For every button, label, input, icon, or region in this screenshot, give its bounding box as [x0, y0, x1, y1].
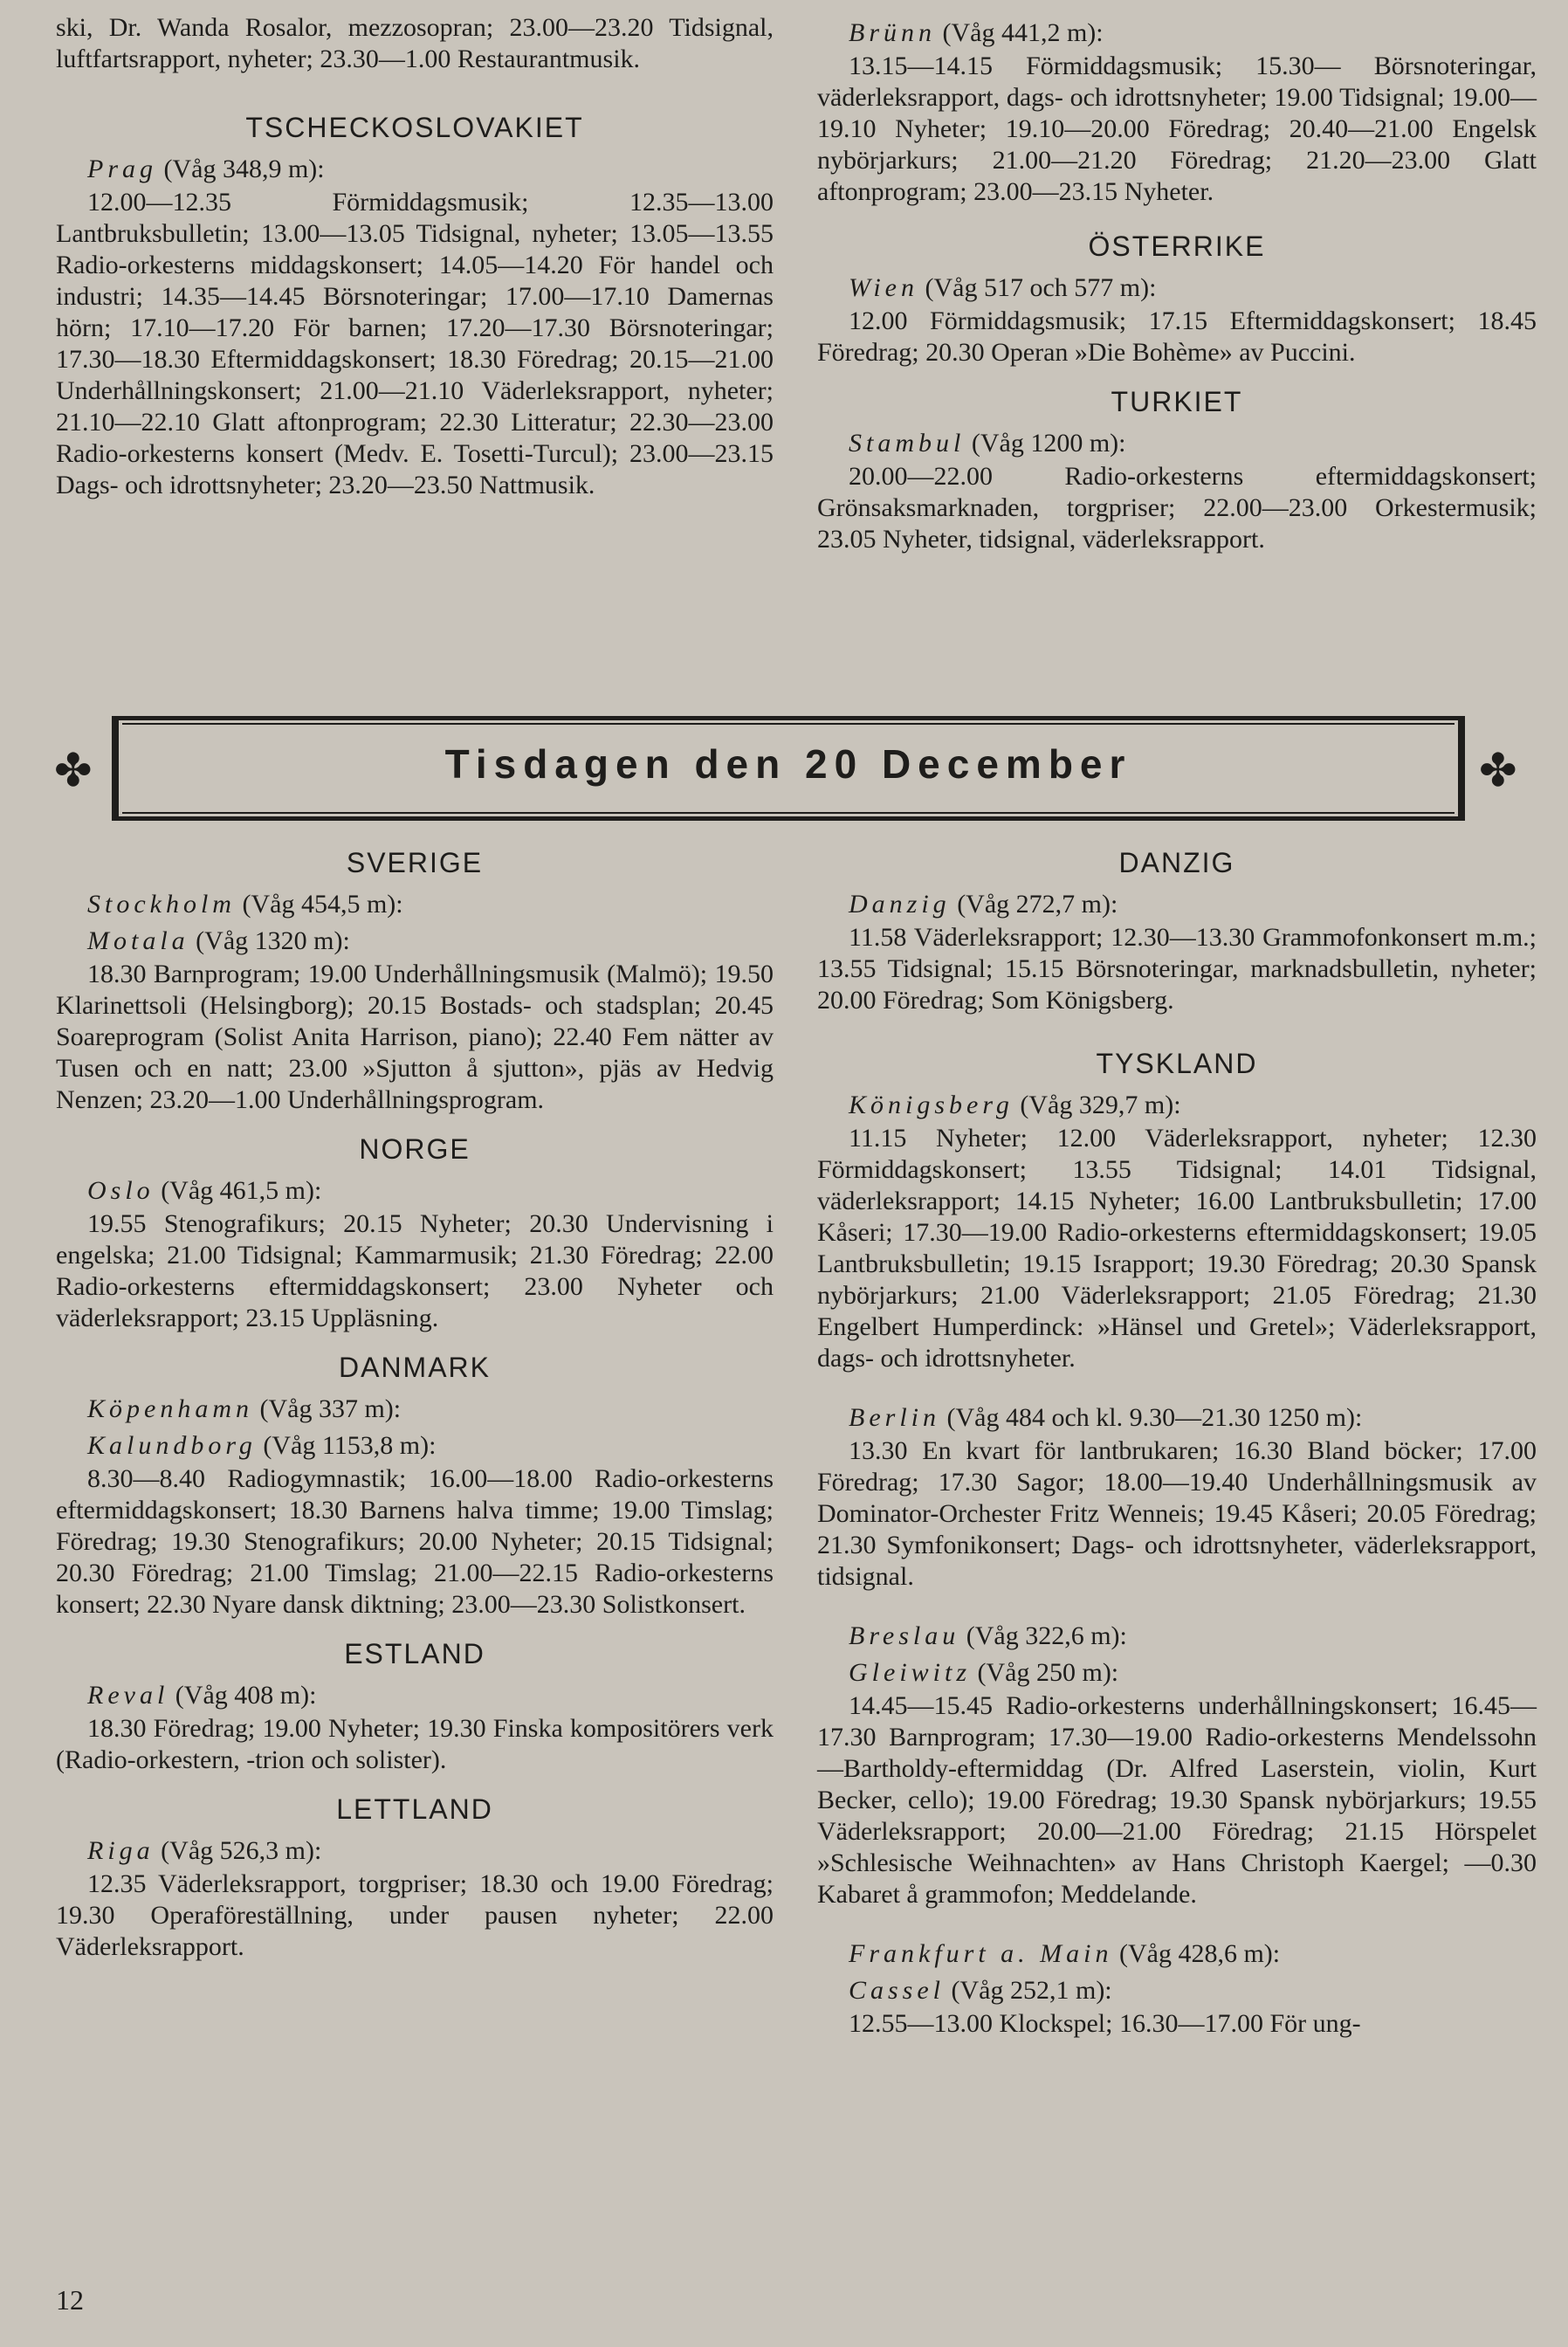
spacer [817, 1374, 1537, 1397]
country-heading: ÖSTERRIKE [1088, 231, 1266, 262]
station-frequency: (Våg 517 och 577 m): [925, 273, 1157, 302]
station-line [849, 1621, 1537, 1652]
station-frequency: (Våg 322,6 m): [966, 1621, 1127, 1650]
program-text: 12.55—13.00 Klockspel; 16.30—17.00 För ung- [849, 2009, 1361, 2038]
station-frequency: (Våg 337 m): [259, 1394, 402, 1423]
station-line [849, 1402, 1537, 1434]
station-name: Wien [849, 273, 918, 302]
ornament-right-icon: ✤ [1479, 747, 1517, 796]
station-frequency: (Våg 454,5 m): [242, 890, 403, 919]
program-text: 18.30 Föredrag; 19.00 Nyheter; 19.30 Finska kompositörers verk (Radio-orkestern, -trion och solister). [56, 1714, 774, 1774]
station-name: Berlin [849, 1403, 940, 1432]
station-name: Motala [87, 926, 189, 955]
banner-title: Tisdagen den 20 December [444, 741, 1132, 787]
station-line [849, 17, 1537, 49]
station-frequency: (Våg 441,2 m): [942, 18, 1104, 47]
station-name: Cassel [849, 1976, 946, 2005]
program-text: 13.30 En kvart för lantbrukaren; 16.30 Bland böcker; 17.00 Föredrag; 17.30 Sagor; 18.00—19.40 Underhållningsmusik av Dominator-Orchester Fritz Wenneis; 19.45 Kåseri; 20.05 Föredrag; 21.30 Symfonikonsert; Dags- och idrottsnyheter, väderleksrapport, tidsignal. [817, 1436, 1537, 1591]
paragraph: ski, Dr. Wanda Rosalor, mezzosopran; 23.00—23.20 Tidsignal, luftfartsrapport, nyheter; 23.30—1.00 Restaurantmusik. [56, 13, 774, 73]
station-line [87, 1430, 774, 1462]
station-frequency: (Våg 526,3 m): [161, 1836, 322, 1865]
station-name: Brünn [849, 18, 936, 47]
station-name: Königsberg [849, 1091, 1014, 1119]
country-heading: LETTLAND [336, 1793, 493, 1825]
program-text: 14.45—15.45 Radio-orkesterns underhållningskonsert; 16.45—17.30 Barnprogram; 17.30—19.00 Radio-orkesterns Mendelssohn—Bartholdy-eftermiddag (Dr. Alfred Laserstein, violin, Kurt Becker, cello); 19.00 Föredrag; 19.30 Spansk nybörjarkurs; 19.55 Väderleksrapport; 20.00—21.00 Föredrag; 21.15 Hörspelet »Schlesische Weihnachten» av Hans Christoph Kaergel; —0.30 Kabaret å grammofon; Meddelande. [817, 1691, 1537, 1909]
station-name: Frankfurt a. Main [849, 1939, 1113, 1968]
program-text: 12.00 Förmiddagsmusik; 17.15 Eftermiddagskonsert; 18.45 Föredrag; 20.30 Operan »Die Bohème» av Puccini. [817, 306, 1537, 367]
column-bottom-right [817, 845, 1537, 2040]
station-line [849, 428, 1537, 459]
station-line [849, 1657, 1537, 1689]
spacer [817, 1593, 1537, 1615]
country-heading: TSCHECKOSLOVAKIET [245, 112, 584, 143]
station-line [87, 926, 774, 957]
station-frequency: (Våg 484 och kl. 9.30—21.30 1250 m): [946, 1403, 1363, 1432]
station-frequency: (Våg 1200 m): [971, 429, 1126, 458]
program-text: 11.15 Nyheter; 12.00 Väderleksrapport, nyheter; 12.30 Förmiddagskonsert; 13.55 Tidsignal; 14.01 Tidsignal, väderleksrapport; 14.15 Nyheter; 16.00 Lantbruksbulletin; 17.00 Kåseri; 17.30—19.00 Radio-orkesterns eftermiddagskonsert; 19.05 Lantbruksbulletin; 19.15 Israpport; 19.30 Föredrag; 20.30 Spansk nybörjarkurs; 21.00 Väderleksrapport; 21.05 Föredrag; 21.30 Engelbert Humperdinck: »Hänsel und Gretel»; Väderleksrapport, dags- och idrottsnyheter. [817, 1124, 1537, 1373]
station-frequency: (Våg 461,5 m): [161, 1176, 322, 1205]
spacer [817, 1910, 1537, 1933]
station-line [849, 889, 1537, 920]
station-name: Stambul [849, 429, 966, 458]
station-frequency: (Våg 1320 m): [196, 926, 350, 955]
station-name: Danzig [849, 890, 951, 919]
station-line [849, 272, 1537, 304]
program-text: 12.35 Väderleksrapport, torgpriser; 18.30 och 19.00 Föredrag; 19.30 Operaföreställning, under pausen nyheter; 22.00 Väderleksrapport. [56, 1869, 774, 1961]
country-heading: DANZIG [1118, 847, 1235, 878]
column-bottom-left [56, 845, 774, 1963]
station-frequency: (Våg 408 m): [175, 1681, 317, 1710]
date-banner [112, 716, 1465, 821]
country-heading: SVERIGE [346, 847, 484, 878]
program-text: 8.30—8.40 Radiogymnastik; 16.00—18.00 Radio-orkesterns eftermiddagskonsert; 18.30 Barnens halva timme; 19.00 Timslag; Föredrag; 19.30 Stenografikurs; 20.00 Nyheter; 20.15 Tidsignal; 20.30 Föredrag; 21.00 Timslag; 21.00—22.15 Radio-orkesterns konsert; 22.30 Nyare dansk diktning; 23.00—23.30 Solistkonsert. [56, 1464, 774, 1619]
program-text: 20.00—22.00 Radio-orkesterns eftermiddagskonsert; Grönsaksmarknaden, torgpriser; 22.00—23.00 Orkestermusik; 23.05 Nyheter, tidsignal, väderleksrapport. [817, 462, 1537, 554]
station-name: Reval [87, 1681, 169, 1710]
station-line [87, 1394, 774, 1425]
program-text: 13.15—14.15 Förmiddagsmusik; 15.30— Börsnoteringar, väderleksrapport, dags- och idrottsnyheter; 19.00 Tidsignal; 19.00—19.10 Nyheter; 19.10—20.00 Föredrag; 20.40—21.00 Engelsk nybörjarkurs; 21.00—21.20 Föredrag; 21.20—23.00 Glatt aftonprogram; 23.00—23.15 Nyheter. [817, 52, 1537, 206]
station-name: Riga [87, 1836, 155, 1865]
station-line [849, 1938, 1537, 1970]
program-text: 12.00—12.35 Förmiddagsmusik; 12.35—13.00 Lantbruksbulletin; 13.00—13.05 Tidsignal, nyheter; 13.05—13.55 Radio-orkesterns middagskonsert; 14.05—14.20 För handel och industri; 14.35—14.45 Börsnoteringar; 17.00—17.10 Damernas hörn; 17.10—17.20 För barnen; 17.20—17.30 Börsnoteringar; 17.30—18.30 Eftermiddagskonsert; 18.30 Föredrag; 20.15—21.00 Underhållningskonsert; 21.00—21.10 Väderleksrapport, nyheter; 21.10—22.10 Glatt aftonprogram; 22.30 Litteratur; 22.30—23.00 Radio-orkesterns konsert (Medv. E. Tosetti-Turcul); 23.00—23.15 Dags- och idrottsnyheter; 23.20—23.50 Nattmusik. [56, 188, 774, 499]
program-text: 18.30 Barnprogram; 19.00 Underhållningsmusik (Malmö); 19.50 Klarinettsoli (Helsingborg); 20.15 Bostads- och stadsplan; 20.45 Soareprogram (Solist Anita Harrison, piano); 22.40 Fem nätter av Tusen och en natt; 23.00 »Sjutton å sjutton», pjäs av Hedvig Nenzen; 23.20—1.00 Underhållningsprogram. [56, 960, 774, 1114]
station-name: Breslau [849, 1621, 960, 1650]
station-name: Gleiwitz [849, 1658, 972, 1687]
station-line [87, 1680, 774, 1711]
station-line [87, 1175, 774, 1207]
country-heading: TYSKLAND [1096, 1048, 1258, 1079]
program-text: 11.58 Väderleksrapport; 12.30—13.30 Grammofonkonsert m.m.; 13.55 Tidsignal; 15.15 Börsnoteringar, marknadsbulletin, nyheter; 20.00 Föredrag; Som Königsberg. [817, 923, 1537, 1015]
page-number: 12 [56, 2284, 84, 2316]
country-heading: TURKIET [1111, 386, 1243, 417]
ornament-left-icon: ✤ [54, 747, 93, 796]
station-name: Köpenhamn [87, 1394, 253, 1423]
column-top-left [56, 12, 774, 501]
column-top-right [817, 12, 1537, 555]
station-line [849, 1090, 1537, 1121]
station-frequency: (Våg 428,6 m): [1119, 1939, 1281, 1968]
station-line [87, 154, 774, 185]
country-heading: ESTLAND [344, 1638, 485, 1669]
station-frequency: (Våg 250 m): [977, 1658, 1119, 1687]
station-line [87, 889, 774, 920]
station-frequency: (Våg 1153,8 m): [263, 1431, 437, 1460]
country-heading: NORGE [359, 1133, 471, 1165]
station-frequency: (Våg 348,9 m): [163, 155, 325, 183]
program-text: 19.55 Stenografikurs; 20.15 Nyheter; 20.30 Undervisning i engelska; 21.00 Tidsignal; Kammarmusik; 21.30 Föredrag; 22.00 Radio-orkesterns eftermiddagskonsert; 23.00 Nyheter och väderleksrapport; 23.15 Uppläsning. [56, 1209, 774, 1332]
country-heading: DANMARK [338, 1352, 491, 1383]
station-frequency: (Våg 272,7 m): [957, 890, 1118, 919]
station-line [849, 1975, 1537, 2006]
station-name: Kalundborg [87, 1431, 257, 1460]
station-name: Oslo [87, 1176, 155, 1205]
station-frequency: (Våg 252,1 m): [951, 1976, 1112, 2005]
station-frequency: (Våg 329,7 m): [1020, 1091, 1181, 1119]
station-line [87, 1835, 774, 1867]
station-name: Prag [87, 155, 157, 183]
station-name: Stockholm [87, 890, 236, 919]
